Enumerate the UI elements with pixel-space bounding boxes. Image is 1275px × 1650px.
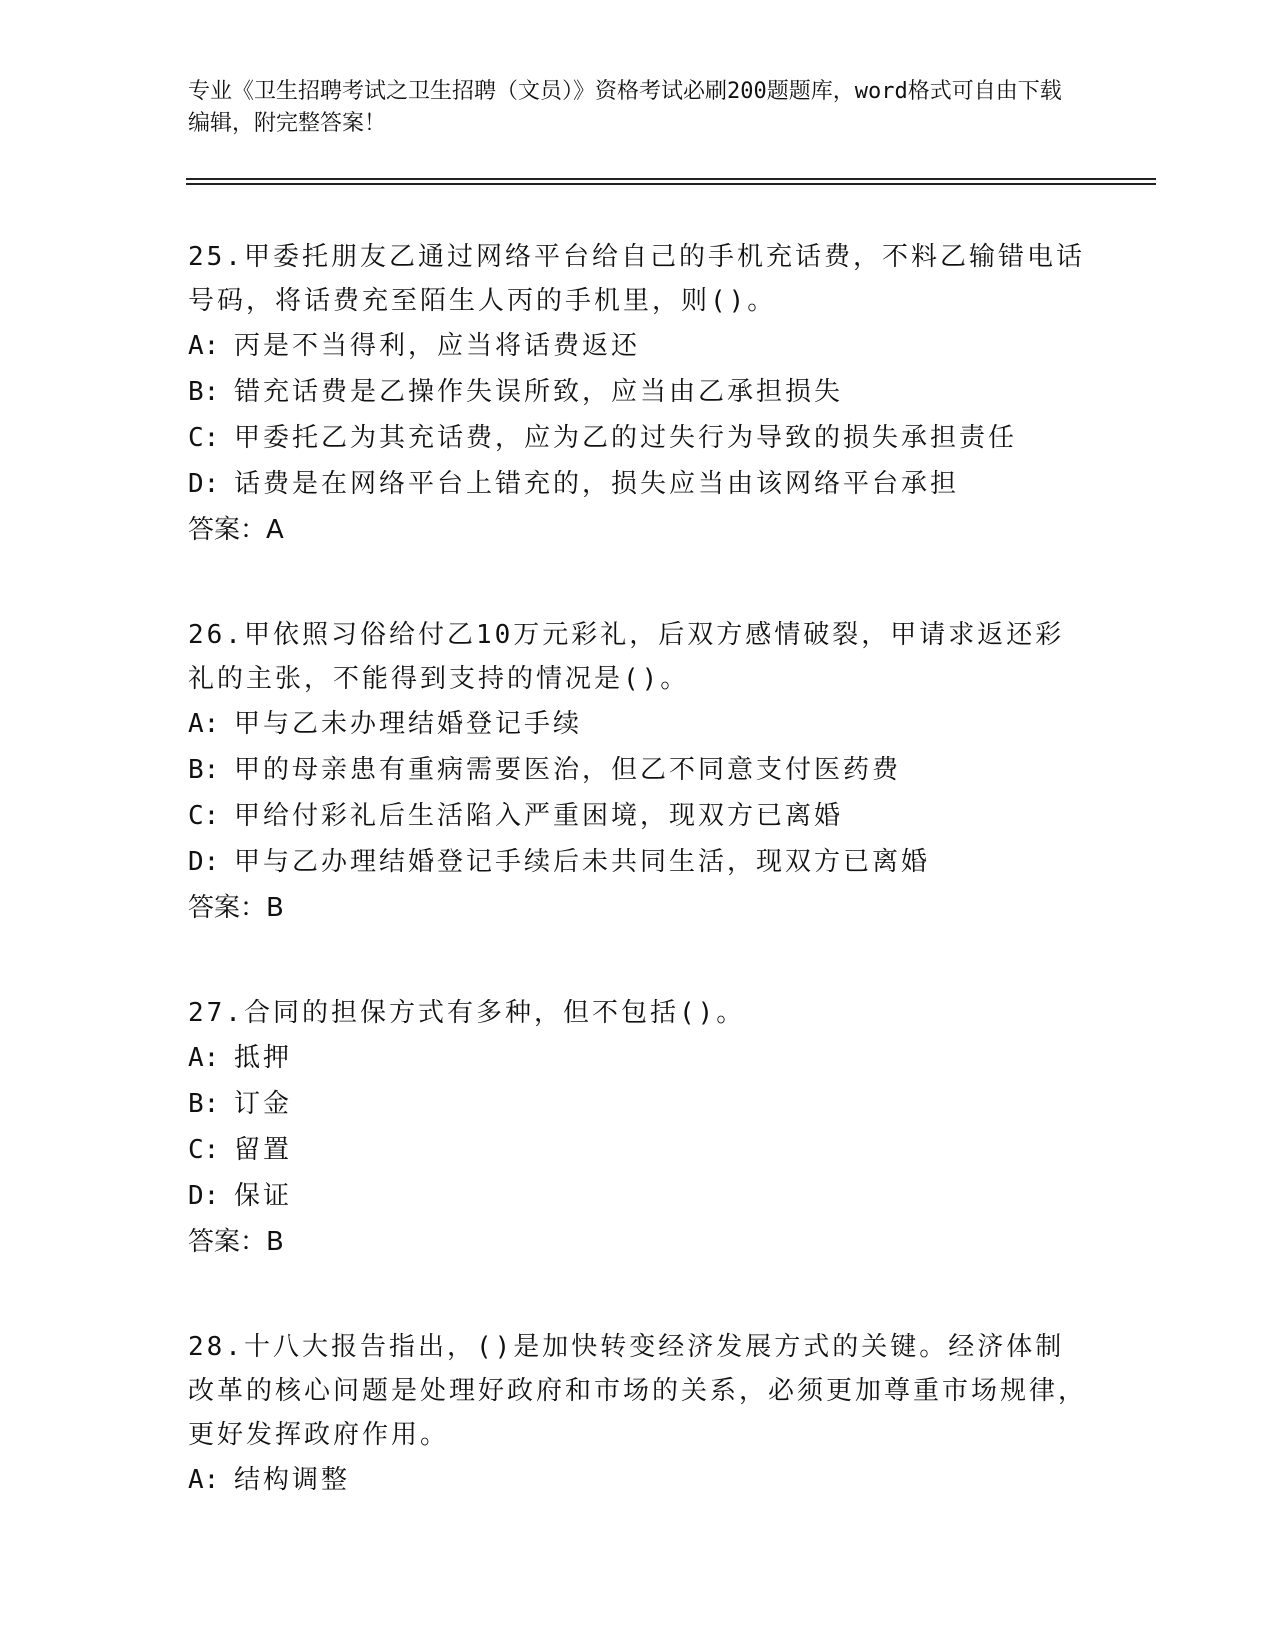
question-stem: 28.十八大报告指出，()是加快转变经济发展方式的关键。经济体制改革的核心问题是处理好政府和市场的关系，必须更加尊重市场规律，更好发挥政府作用。 bbox=[188, 1332, 1088, 1450]
option-text: 话费是在网络平台上错充的，损失应当由该网络平台承担 bbox=[234, 469, 960, 499]
option-label: A: bbox=[188, 1043, 220, 1073]
option-text: 丙是不当得利，应当将话费返还 bbox=[234, 331, 641, 361]
option-text: 订金 bbox=[234, 1089, 293, 1119]
option-label: D: bbox=[188, 847, 220, 877]
option-text: 结构调整 bbox=[234, 1465, 351, 1495]
option-text: 甲与乙办理结婚登记手续后未共同生活，现双方已离婚 bbox=[234, 847, 931, 877]
option-d bbox=[188, 839, 1088, 885]
answer-line: 答案：B bbox=[188, 1227, 284, 1257]
question-stem: 25.甲委托朋友乙通过网络平台给自己的手机充话费，不料乙输错电话号码，将话费充至陌生人丙的手机里，则()。 bbox=[188, 242, 1085, 316]
option-label: A: bbox=[188, 331, 220, 361]
option-d bbox=[188, 1173, 1088, 1219]
question-28 bbox=[188, 1325, 1088, 1503]
option-label: C: bbox=[188, 423, 220, 453]
option-b bbox=[188, 369, 1088, 415]
option-text: 抵押 bbox=[234, 1043, 293, 1073]
option-a bbox=[188, 1457, 1088, 1503]
question-stem: 26.甲依照习俗给付乙10万元彩礼，后双方感情破裂，甲请求返还彩礼的主张，不能得到支持的情况是()。 bbox=[188, 620, 1065, 694]
option-c bbox=[188, 415, 1088, 461]
option-a bbox=[188, 701, 1088, 747]
option-text: 错充话费是乙操作失误所致，应当由乙承担损失 bbox=[234, 377, 844, 407]
option-b bbox=[188, 1081, 1088, 1127]
option-label: C: bbox=[188, 1135, 220, 1165]
option-label: B: bbox=[188, 755, 220, 785]
answer-line: 答案：A bbox=[188, 515, 284, 545]
option-text: 甲与乙未办理结婚登记手续 bbox=[234, 709, 583, 739]
option-d bbox=[188, 461, 1088, 507]
option-a bbox=[188, 1035, 1088, 1081]
question-list bbox=[188, 235, 1088, 1563]
option-text: 甲的母亲患有重病需要医治，但乙不同意支付医药费 bbox=[234, 755, 902, 785]
option-text: 保证 bbox=[234, 1181, 293, 1211]
option-label: D: bbox=[188, 469, 220, 499]
option-text: 甲委托乙为其充话费，应为乙的过失行为导致的损失承担责任 bbox=[234, 423, 1018, 453]
option-label: B: bbox=[188, 1089, 220, 1119]
option-label: A: bbox=[188, 1465, 220, 1495]
option-b bbox=[188, 747, 1088, 793]
option-a bbox=[188, 323, 1088, 369]
option-text: 留置 bbox=[234, 1135, 293, 1165]
option-c bbox=[188, 793, 1088, 839]
option-label: D: bbox=[188, 1181, 220, 1211]
question-26 bbox=[188, 613, 1088, 931]
question-25 bbox=[188, 235, 1088, 553]
document-header: 专业《卫生招聘考试之卫生招聘（文员）》资格考试必刷200题题库，word格式可自由下载编辑，附完整答案！ bbox=[188, 79, 1062, 136]
question-27 bbox=[188, 991, 1088, 1265]
option-label: A: bbox=[188, 709, 220, 739]
option-c bbox=[188, 1127, 1088, 1173]
question-stem: 27.合同的担保方式有多种，但不包括()。 bbox=[188, 998, 746, 1028]
answer-line: 答案：B bbox=[188, 893, 284, 923]
option-label: B: bbox=[188, 377, 220, 407]
option-text: 甲给付彩礼后生活陷入严重困境，现双方已离婚 bbox=[234, 801, 844, 831]
option-label: C: bbox=[188, 801, 220, 831]
header-divider-bottom bbox=[186, 183, 1156, 185]
header-divider-top bbox=[186, 178, 1156, 180]
